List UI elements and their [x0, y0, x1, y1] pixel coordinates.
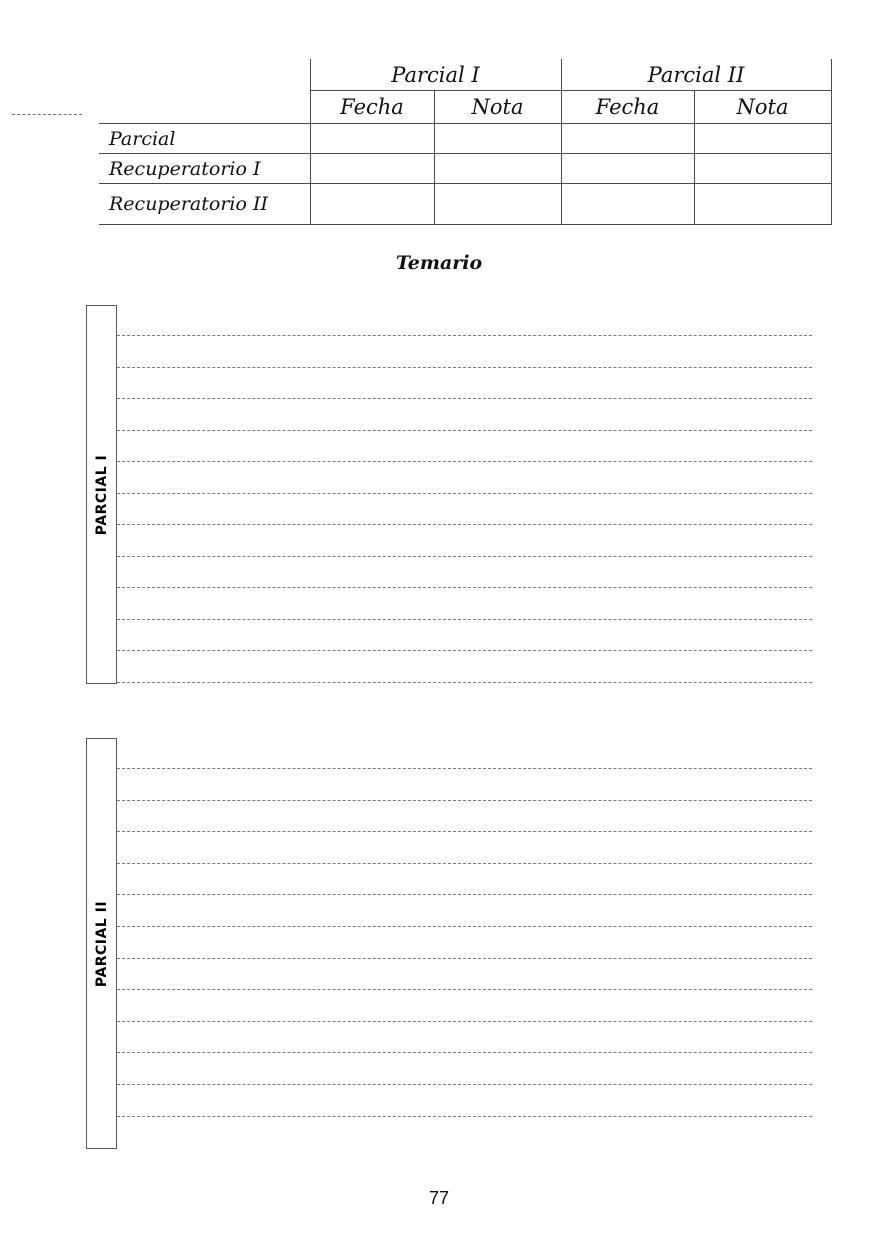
sub-header-nota-2: Nota — [694, 91, 831, 124]
row-label-parcial: Parcial — [99, 124, 310, 154]
writing-line[interactable] — [117, 461, 812, 462]
sub-header-fecha-1: Fecha — [310, 91, 434, 124]
table-corner-lower — [99, 91, 310, 124]
panel-label-parcial-1: PARCIAL I — [93, 454, 110, 535]
cell-fecha-2[interactable] — [561, 154, 694, 184]
section-title: Temario — [395, 252, 483, 274]
cell-fecha-2[interactable] — [561, 124, 694, 154]
cell-nota-2[interactable] — [694, 154, 831, 184]
sub-header-fecha-2: Fecha — [561, 91, 694, 124]
stray-dash-mark — [12, 114, 82, 115]
writing-line[interactable] — [117, 335, 812, 336]
sub-header-nota-1: Nota — [434, 91, 561, 124]
cell-fecha-1[interactable] — [310, 154, 434, 184]
cell-nota-1[interactable] — [434, 124, 561, 154]
writing-line[interactable] — [117, 367, 812, 368]
cell-fecha-1[interactable] — [310, 124, 434, 154]
row-label-recuperatorio-2: Recuperatorio II — [99, 184, 310, 225]
cell-nota-2[interactable] — [694, 184, 831, 225]
cell-nota-1[interactable] — [434, 154, 561, 184]
table-row — [99, 124, 831, 154]
writing-line[interactable] — [117, 493, 812, 494]
panel-parcial-2 — [86, 738, 117, 1149]
writing-line[interactable] — [117, 587, 812, 588]
table-row — [99, 154, 831, 184]
page-number: 77 — [428, 1188, 450, 1208]
writing-line[interactable] — [117, 650, 812, 651]
writing-line[interactable] — [117, 768, 812, 769]
writing-line[interactable] — [117, 958, 812, 959]
writing-line[interactable] — [117, 524, 812, 525]
writing-line[interactable] — [117, 863, 812, 864]
writing-line[interactable] — [117, 556, 812, 557]
writing-line[interactable] — [117, 800, 812, 801]
writing-line[interactable] — [117, 1052, 812, 1053]
cell-fecha-1[interactable] — [310, 184, 434, 225]
group-header-parcial-1: Parcial I — [310, 59, 561, 91]
writing-line[interactable] — [117, 1084, 812, 1085]
panel-label-parcial-2: PARCIAL II — [93, 900, 110, 987]
table-corner — [99, 59, 310, 91]
panel-parcial-1 — [86, 305, 117, 684]
writing-line[interactable] — [117, 989, 812, 990]
writing-line[interactable] — [117, 398, 812, 399]
writing-line[interactable] — [117, 682, 812, 683]
grades-table — [99, 59, 832, 225]
writing-line[interactable] — [117, 1021, 812, 1022]
cell-nota-1[interactable] — [434, 184, 561, 225]
row-label-recuperatorio-1: Recuperatorio I — [99, 154, 310, 184]
writing-line[interactable] — [117, 1116, 812, 1117]
writing-line[interactable] — [117, 619, 812, 620]
writing-line[interactable] — [117, 430, 812, 431]
group-header-parcial-2: Parcial II — [561, 59, 831, 91]
writing-line[interactable] — [117, 894, 812, 895]
writing-line[interactable] — [117, 831, 812, 832]
table-row — [99, 184, 831, 225]
cell-nota-2[interactable] — [694, 124, 831, 154]
cell-fecha-2[interactable] — [561, 184, 694, 225]
writing-line[interactable] — [117, 926, 812, 927]
